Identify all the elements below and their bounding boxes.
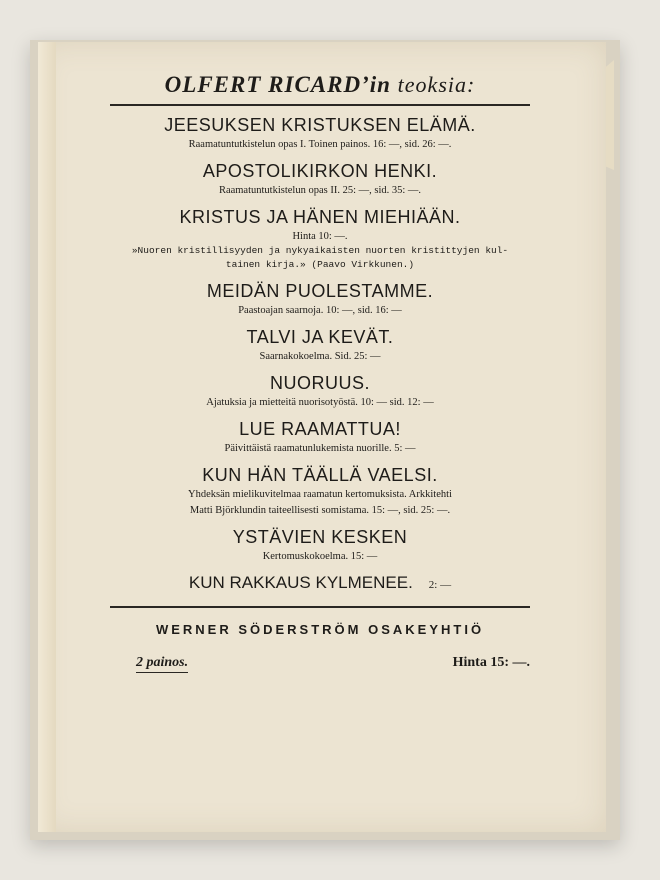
book-title: JEESUKSEN KRISTUKSEN ELÄMÄ. bbox=[164, 115, 476, 135]
book-detail: Paastoajan saarnoja. 10: —, sid. 16: — bbox=[238, 305, 402, 316]
book-title: MEIDÄN PUOLESTAMME. bbox=[206, 281, 434, 301]
last-book-entry bbox=[110, 572, 530, 596]
book-entry bbox=[110, 464, 530, 518]
book-entry bbox=[110, 418, 530, 456]
book-entry bbox=[110, 326, 530, 364]
book-detail: Kertomuskokoelma. 15: — bbox=[262, 551, 378, 562]
book-quote: tainen kirja.» (Paavo Virkkunen.) bbox=[225, 259, 415, 270]
cover-footer bbox=[110, 655, 530, 673]
book-title: NUORUUS. bbox=[269, 373, 370, 393]
book-detail: Yhdeksän mielikuvitelmaa raamatun kertomuksista. Arkkitehti bbox=[188, 489, 452, 500]
book-detail: Ajatuksia ja mietteitä nuorisotyöstä. 10: — sid. 12: — bbox=[206, 397, 434, 408]
book-entry bbox=[110, 114, 530, 152]
book-detail: Päivittäistä raamatunlukemista nuorille. 5: — bbox=[224, 443, 416, 454]
book-detail: Hinta 10: —. bbox=[292, 231, 348, 242]
book-title: TALVI JA KEVÄT. bbox=[246, 327, 394, 347]
book-title: KUN HÄN TÄÄLLÄ VAELSI. bbox=[202, 465, 438, 485]
book-title: APOSTOLIKIRKON HENKI. bbox=[202, 161, 438, 181]
header-rule bbox=[110, 104, 530, 106]
book-entry bbox=[110, 526, 530, 564]
book-entry bbox=[110, 160, 530, 198]
publisher-name: WERNER SÖDERSTRÖM OSAKEYHTIÖ bbox=[155, 622, 485, 637]
cover-price: Hinta 15: —. bbox=[452, 655, 530, 670]
book-detail: Matti Björklundin taiteellisesti somistama. 15: —, sid. 25: —. bbox=[189, 505, 451, 516]
book-title: LUE RAAMATTUA! bbox=[239, 419, 401, 439]
cover-header bbox=[110, 72, 530, 98]
book-title: KRISTUS JA HÄNEN MIEHIÄÄN. bbox=[179, 207, 461, 227]
last-book-title: KUN RAKKAUS KYLMENEE. bbox=[188, 573, 413, 592]
book-detail: Raamatuntutkistelun opas II. 25: —, sid. 35: —. bbox=[218, 185, 422, 196]
bottom-rule bbox=[110, 606, 530, 608]
book-title: YSTÄVIEN KESKEN bbox=[232, 527, 408, 547]
header-label: teoksia: bbox=[397, 72, 476, 97]
book-detail: Saarnakokoelma. Sid. 25: — bbox=[259, 351, 381, 362]
book-quote: »Nuoren kristillisyyden ja nykyaikaisten nuorten kristittyjen kul- bbox=[131, 245, 509, 256]
book-entry bbox=[110, 206, 530, 272]
cover-content bbox=[110, 68, 530, 673]
book-entry bbox=[110, 372, 530, 410]
book-detail: Raamatuntutkistelun opas I. Toinen painos. 16: —, sid. 26: —. bbox=[188, 139, 452, 150]
book-spine-edge bbox=[38, 42, 56, 832]
book-entry bbox=[110, 280, 530, 318]
last-book-price: 2: — bbox=[428, 579, 452, 591]
book-list bbox=[110, 114, 530, 564]
edition-label: 2 painos. bbox=[136, 655, 188, 673]
author-name: OLFERT RICARD’in bbox=[164, 72, 391, 97]
